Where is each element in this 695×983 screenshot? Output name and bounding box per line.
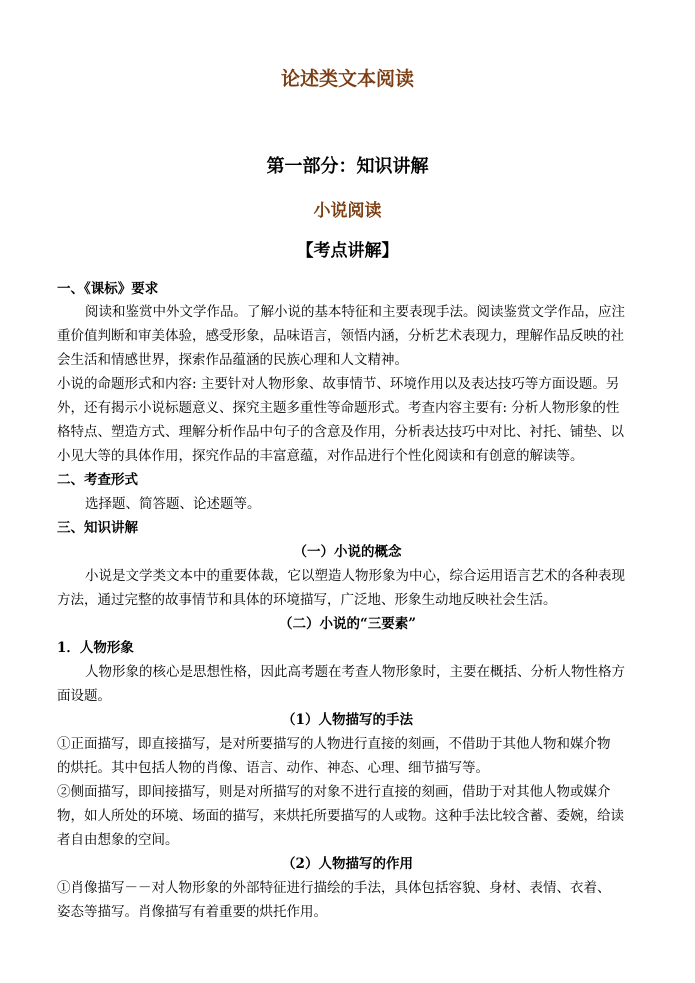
heading-exam-format: 二、考查形式: [57, 472, 138, 488]
paragraph-line: 格特点、塑造方式、理解分析作品中句子的含意及作用，分析表达技巧中对比、衬托、铺垫、以: [57, 424, 624, 440]
part-title: 第一部分：知识讲解: [266, 156, 429, 177]
subheading-functions: （2）人物描写的作用: [282, 856, 413, 872]
paragraph-line: 面设题。: [57, 688, 111, 704]
paragraph-line: 小说是文学类文本中的重要体裁，它以塑造人物形象为中心，综合运用语言艺术的各种表现: [85, 568, 625, 584]
paragraph-line: 小说的命题形式和内容: 主要针对人物形象、故事情节、环境作用以及表达技巧等方面设题。另: [57, 376, 620, 392]
subheading-concept: （一）小说的概念: [293, 544, 402, 560]
paragraph-line: 人物形象的核心是思想性格，因此高考题在考查人物形象时，主要在概括、分析人物性格方: [85, 664, 625, 680]
section-subtitle: 【考点讲解】: [296, 241, 399, 261]
paragraph-line: ①肖像描写－－对人物形象的外部特征进行描绘的手法，具体包括容貌、身材、表情、衣着、: [57, 880, 611, 896]
paragraph-line: 者自由想象的空间。: [57, 832, 179, 848]
heading-knowledge: 三、知识讲解: [57, 520, 138, 536]
paragraph-line: 重价值判断和审美体验，感受形象，品味语言，领悟内涵，分析艺术表现力，理解作品反映的社: [57, 328, 624, 344]
paragraph-line: 的烘托。其中包括人物的肖像、语言、动作、神态、心理、细节描写等。: [57, 760, 489, 776]
heading-curriculum: 一、《课标》要求: [57, 281, 159, 297]
paragraph-line: 姿态等描写。肖像描写有着重要的烘托作用。: [57, 904, 327, 920]
document-title: 论述类文本阅读: [280, 68, 414, 90]
paragraph-line: ②侧面描写，即间接描写，则是对所描写的对象不进行直接的刻画，借助于对其他人物或媒介: [57, 784, 611, 800]
subheading-methods: （1）人物描写的手法: [282, 712, 413, 728]
paragraph-line: 外，还有揭示小说标题意义、探究主题多重性等命题形式。考查内容主要有: 分析人物形象的性: [57, 400, 620, 416]
paragraph-line: 会生活和情感世界，探索作品蕴涵的民族心理和人文精神。: [57, 352, 408, 368]
paragraph-line: ①正面描写，即直接描写，是对所要描写的人物进行直接的刻画，不借助于其他人物和媒介物: [57, 736, 611, 752]
subheading-three-elements: （二）小说的“三要素”: [278, 616, 417, 632]
paragraph-line: 方法，通过完整的故事情节和具体的环境描写，广泛地、形象生动地反映社会生活。: [57, 592, 557, 608]
paragraph-line: 阅读和鉴赏中外文学作品。了解小说的基本特征和主要表现手法。阅读鉴赏文学作品，应注: [85, 304, 625, 320]
section-title: 小说阅读: [313, 201, 382, 221]
heading-characters: 1．人物形象: [57, 640, 134, 656]
paragraph-line: 物，如人所处的环境、场面的描写，来烘托所要描写的人或物。这种手法比较含蓄、委婉，给读: [57, 808, 624, 824]
paragraph-line: 选择题、简答题、论述题等。: [85, 496, 261, 512]
paragraph-line: 小见大等的具体作用，探究作品的丰富意蕴，对作品进行个性化阅读和有创意的解读等。: [57, 448, 584, 464]
